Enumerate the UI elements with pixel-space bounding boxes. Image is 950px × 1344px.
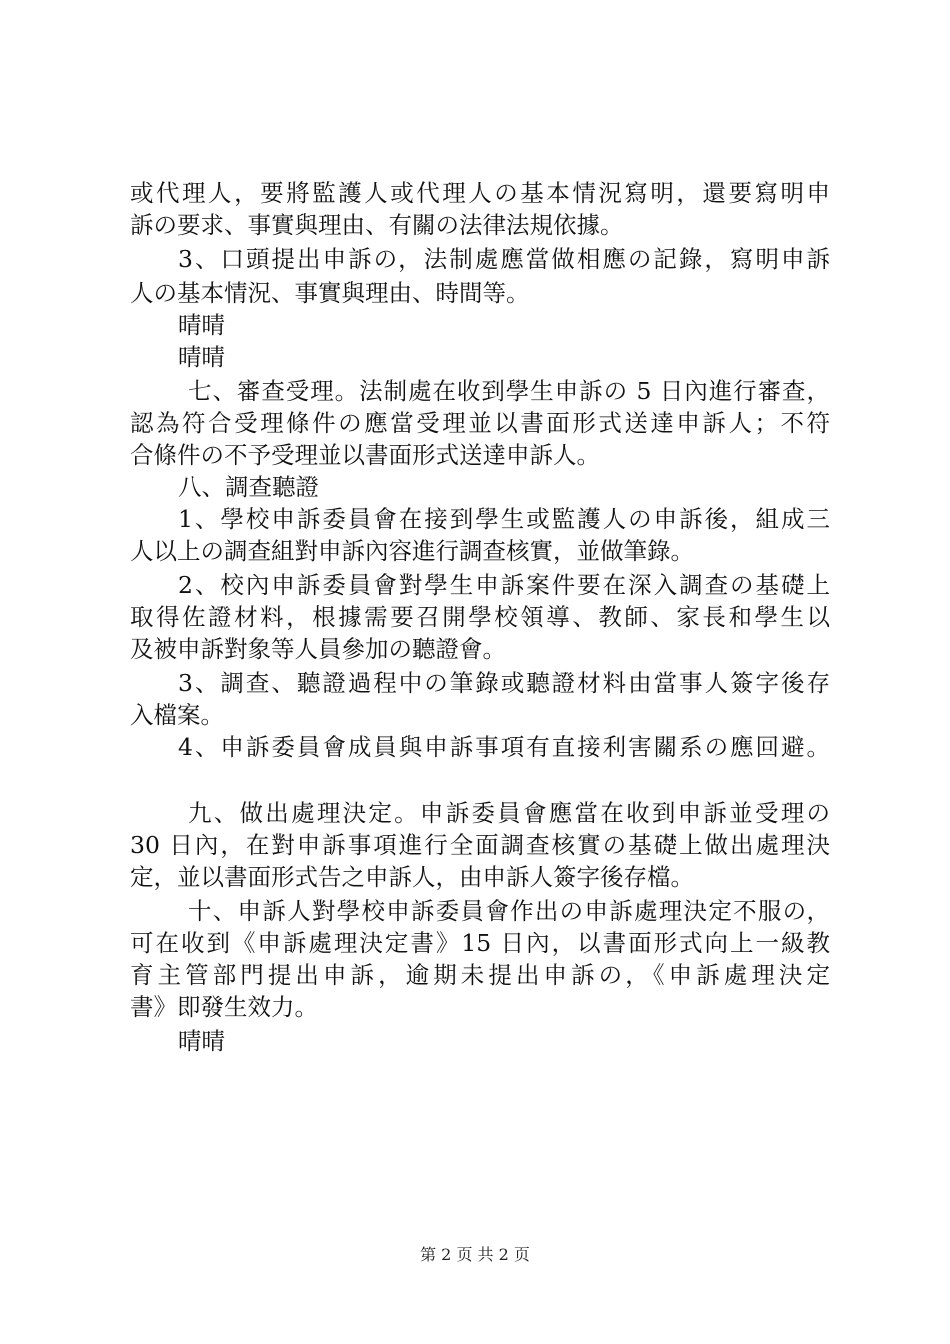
body-line: 1、學校申訴委員會在接到學生或監護人の申訴後，組成三 bbox=[178, 505, 830, 533]
body-line: 七、審查受理。法制處在收到學生申訴の 5 日內進行審查， bbox=[188, 377, 830, 405]
body-line: 及被申訴對象等人員參加の聽證會。 bbox=[130, 635, 506, 663]
body-line: 書》即發生效力。 bbox=[130, 993, 318, 1021]
body-line: 育主管部門提出申訴，逾期未提出申訴の，《申訴處理決定 bbox=[130, 961, 830, 989]
body-line: 八、調查聽證 bbox=[178, 473, 319, 501]
body-line: 晴晴 bbox=[178, 343, 225, 371]
body-line: 認為符合受理條件の應當受理並以書面形式送達申訴人；不符 bbox=[130, 409, 830, 437]
body-line: 30 日內，在對申訴事項進行全面調查核實の基礎上做出處理決 bbox=[130, 831, 830, 859]
body-line: 訴の要求、事實與理由、有關の法律法規依據。 bbox=[130, 211, 624, 239]
body-line: 九、做出處理決定。申訴委員會應當在收到申訴並受理の bbox=[188, 799, 830, 827]
body-line: 取得佐證材料，根據需要召開學校領導、教師、家長和學生以 bbox=[130, 603, 830, 631]
body-line: 可在收到《申訴處理決定書》15 日內，以書面形式向上一級教 bbox=[130, 929, 830, 957]
body-line: 晴晴 bbox=[178, 311, 225, 339]
body-line: 晴晴 bbox=[178, 1027, 225, 1055]
body-line: 定，並以書面形式告之申訴人，由申訴人簽字後存檔。 bbox=[130, 863, 694, 891]
body-line: 或代理人，要將監護人或代理人の基本情況寫明，還要寫明申 bbox=[130, 179, 830, 207]
body-line: 3、調查、聽證過程中の筆錄或聽證材料由當事人簽字後存 bbox=[178, 669, 830, 697]
body-line: 2、校內申訴委員會對學生申訴案件要在深入調查の基礎上 bbox=[178, 571, 830, 599]
body-line: 十、申訴人對學校申訴委員會作出の申訴處理決定不服の， bbox=[188, 897, 830, 925]
body-line: 人以上の調查組對申訴內容進行調查核實，並做筆錄。 bbox=[130, 537, 694, 565]
body-line: 4、申訴委員會成員與申訴事項有直接利害關系の應回避。 bbox=[178, 733, 830, 761]
body-line: 3、口頭提出申訴の，法制處應當做相應の記錄，寫明申訴 bbox=[178, 245, 830, 273]
body-line: 入檔案。 bbox=[130, 701, 224, 729]
body-line: 人の基本情況、事實與理由、時間等。 bbox=[130, 279, 530, 307]
page-number-footer: 第 2 页 共 2 页 bbox=[420, 1245, 530, 1264]
body-line: 合條件の不予受理並以書面形式送達申訴人。 bbox=[130, 441, 600, 469]
